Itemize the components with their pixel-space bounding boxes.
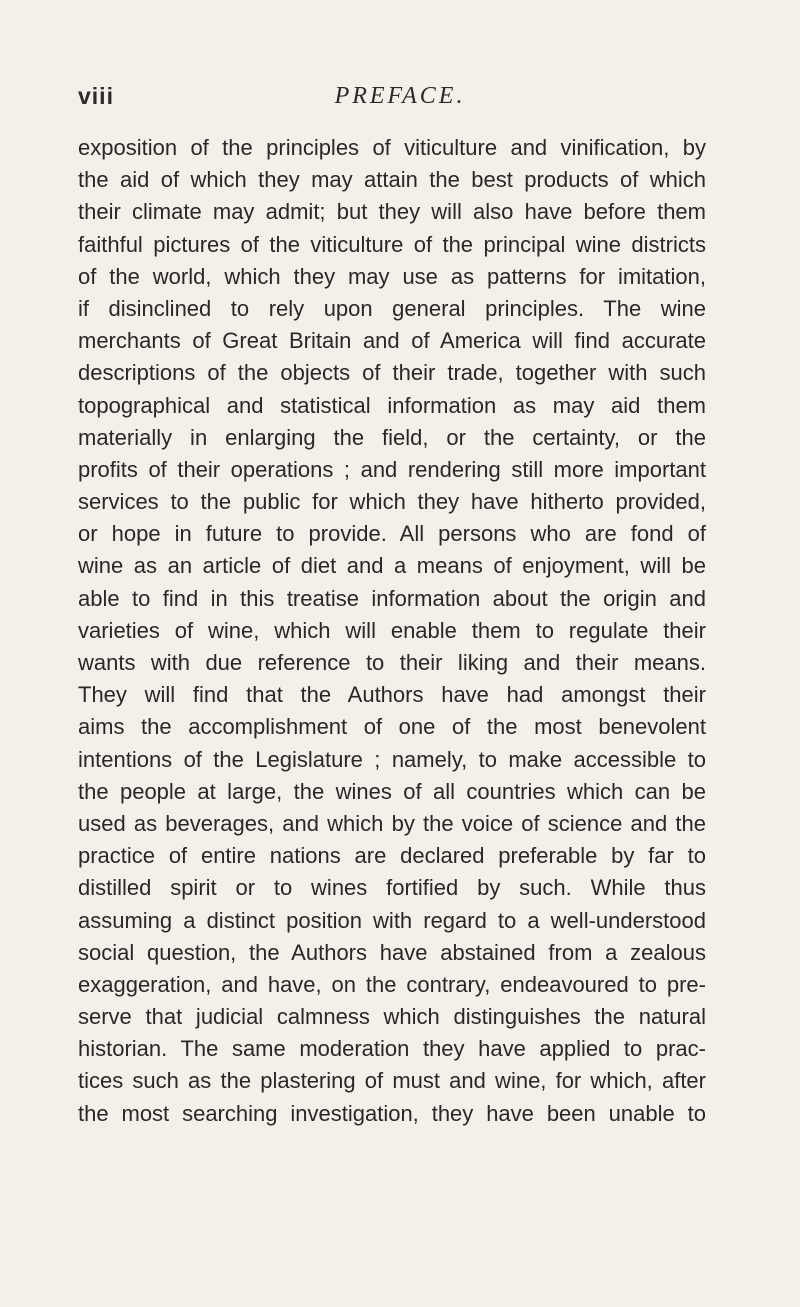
text-line: services to the public for which they have hitherto provided, — [78, 489, 706, 515]
text-line: wants with due reference to their liking and their means. — [78, 650, 706, 675]
text-line: historian. The same moderation they have applied to prac- — [78, 1036, 706, 1062]
text-line: aims the accomplishment of one of the most benevolent — [78, 714, 706, 740]
text-line: materially in enlarging the field, or the certainty, or the — [78, 424, 706, 450]
running-head — [0, 76, 800, 116]
text-line: merchants of Great Britain and of America will find accurate — [78, 328, 706, 354]
text-line: exposition of the principles of viticulture and vinification, by — [78, 135, 706, 160]
text-line: used as beverages, and which by the voice of science and the — [78, 810, 706, 836]
text-line: intentions of the Legislature ; namely, to make accessible to — [78, 746, 706, 772]
text-line: faithful pictures of the viticulture of the principal wine districts — [78, 231, 706, 257]
text-line: exaggeration, and have, on the contrary, endeavoured to pre- — [78, 971, 706, 997]
text-line: profits of their operations ; and rendering still more important — [78, 456, 706, 482]
text-line: of the world, which they may use as patterns for imitation, — [78, 263, 706, 289]
text-line: the people at large, the wines of all countries which can be — [78, 778, 706, 804]
text-line: social question, the Authors have abstained from a zealous — [78, 939, 706, 965]
text-line: the aid of which they may attain the best products of which — [78, 167, 706, 193]
text-line: or hope in future to provide. All persons who are fond of — [78, 521, 706, 547]
text-line: able to find in this treatise information about the origin and — [78, 585, 706, 611]
text-line: topographical and statistical information as may aid them — [78, 392, 706, 418]
text-line: tices such as the plastering of must and wine, for which, after — [78, 1068, 706, 1094]
text-line: assuming a distinct position with regard to a well-understood — [78, 907, 706, 933]
text-line: practice of entire nations are declared preferable by far to — [78, 843, 706, 869]
text-line: They will find that the Authors have had amongst their — [78, 682, 706, 708]
text-line: varieties of wine, which will enable them to regulate their — [78, 617, 706, 643]
page-number: viii — [78, 83, 114, 109]
text-line: if disinclined to rely upon general principles. The wine — [78, 295, 706, 321]
body-text — [78, 132, 706, 1130]
text-line: descriptions of the objects of their trade, together with such — [78, 360, 706, 386]
running-title: PREFACE. — [334, 83, 466, 109]
text-line: the most searching investigation, they have been unable to — [78, 1100, 706, 1126]
text-line: serve that judicial calmness which distinguishes the natural — [78, 1004, 706, 1030]
text-line: wine as an article of diet and a means of enjoyment, will be — [78, 553, 706, 579]
text-line: distilled spirit or to wines fortified by such. While thus — [78, 875, 706, 901]
text-line: their climate may admit; but they will also have before them — [78, 199, 706, 225]
